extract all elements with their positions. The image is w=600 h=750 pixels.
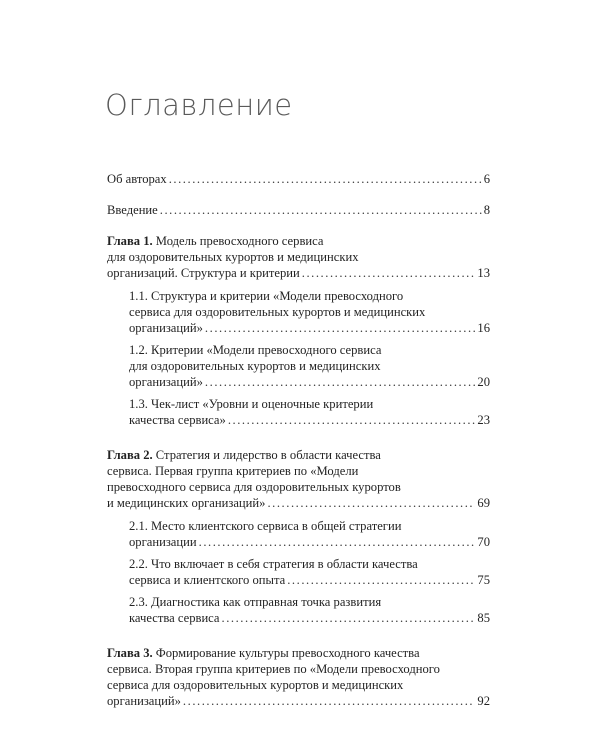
toc-entry-text: для оздоровительных курортов и медицинских [107, 250, 359, 264]
toc-entry-text: качества сервиса» [129, 413, 226, 427]
toc-entry[interactable] [107, 447, 490, 511]
toc-entry-text: 1.1. Структура и критерии «Модели превосходного [129, 289, 404, 303]
toc-entry-text: качества сервиса [129, 611, 220, 625]
toc-entry[interactable] [107, 202, 490, 218]
toc-entry-text: превосходного сервиса для оздоровительных курортов [107, 480, 401, 494]
page-number: 13 [477, 266, 490, 280]
dot-leader [169, 171, 482, 187]
toc-entry-text: сервиса и клиентского опыта [129, 573, 286, 587]
toc-entry-text: Формирование культуры превосходного качества [152, 646, 420, 660]
toc-entry-text: сервиса. Первая группа критериев по «Модели [107, 464, 359, 478]
toc-entry-line [107, 645, 490, 661]
toc-entry-line [129, 304, 490, 320]
toc-entry-line [129, 288, 490, 304]
page-number: 75 [477, 573, 490, 587]
toc-entry-line [129, 572, 490, 588]
dot-leader [199, 534, 476, 550]
toc-entry[interactable] [107, 645, 490, 709]
page-number: 8 [483, 203, 490, 217]
dot-leader [222, 610, 476, 626]
toc-entry-line [107, 202, 490, 218]
toc-entry-text: организаций» [129, 321, 203, 335]
toc-entry-text: 1.2. Критерии «Модели превосходного сервиса [129, 343, 382, 357]
chapter-label: Глава 2. [107, 448, 153, 462]
toc-entry-line [107, 447, 490, 463]
toc-entry-line [107, 693, 490, 709]
page-title: Оглавление [105, 88, 293, 122]
page-number: 70 [477, 535, 490, 549]
page-number: 16 [477, 321, 490, 335]
toc-entry-line [129, 396, 490, 412]
dot-leader [267, 495, 475, 511]
toc-entry-text: организаций. Структура и критерии [107, 266, 300, 280]
dot-leader [205, 320, 475, 336]
toc-entry[interactable] [129, 288, 490, 336]
toc-entry-line [107, 249, 490, 265]
toc-entry-text: организации [129, 535, 197, 549]
dot-leader [160, 202, 482, 218]
toc-entry-text: организаций» [129, 375, 203, 389]
toc-entry-text: Стратегия и лидерство в области качества [152, 448, 381, 462]
toc-entry-line [129, 374, 490, 390]
toc-entry-text: сервиса для оздоровительных курортов и медицинских [107, 678, 404, 692]
toc-entry-text: 2.2. Что включает в себя стратегия в области качества [129, 557, 418, 571]
toc-entry-line [129, 358, 490, 374]
page-number: 92 [477, 694, 490, 708]
page-number: 20 [477, 375, 490, 389]
toc-entry[interactable] [129, 396, 490, 428]
toc-entry-text: для оздоровительных курортов и медицинских [129, 359, 381, 373]
toc-entry-text: сервиса для оздоровительных курортов и медицинских [129, 305, 426, 319]
toc-entry-line [129, 594, 490, 610]
dot-leader [287, 572, 475, 588]
toc-entry[interactable] [107, 171, 490, 187]
dot-leader [183, 693, 475, 709]
page-number: 69 [477, 496, 490, 510]
toc-entry-line [107, 265, 490, 281]
toc-entry-line [107, 677, 490, 693]
toc-entry[interactable] [129, 556, 490, 588]
toc-entry-text: сервиса. Вторая группа критериев по «Модели превосходного [107, 662, 440, 676]
toc-entry[interactable] [107, 233, 490, 281]
toc-entry-line [107, 463, 490, 479]
toc-entry-line [129, 610, 490, 626]
toc-entry-line [129, 556, 490, 572]
table-of-contents [107, 171, 490, 709]
page-number: 85 [477, 611, 490, 625]
toc-entry[interactable] [129, 594, 490, 626]
toc-entry-line [129, 518, 490, 534]
toc-entry-text: организаций» [107, 694, 181, 708]
toc-entry-line [129, 320, 490, 336]
toc-entry-line [107, 479, 490, 495]
dot-leader [302, 265, 476, 281]
toc-entry-text: 2.3. Диагностика как отправная точка развития [129, 595, 382, 609]
toc-entry-line [107, 495, 490, 511]
toc-entry-line [107, 171, 490, 187]
page-number: 23 [477, 413, 490, 427]
toc-entry-text: Об авторах [107, 172, 167, 186]
toc-entry[interactable] [129, 518, 490, 550]
chapter-label: Глава 1. [107, 234, 153, 248]
toc-entry[interactable] [129, 342, 490, 390]
toc-entry-line [129, 534, 490, 550]
dot-leader [205, 374, 475, 390]
toc-entry-text: 2.1. Место клиентского сервиса в общей стратегии [129, 519, 402, 533]
toc-entry-line [107, 233, 490, 249]
toc-entry-line [107, 661, 490, 677]
toc-entry-text: 1.3. Чек-лист «Уровни и оценочные критерии [129, 397, 374, 411]
toc-entry-line [129, 412, 490, 428]
chapter-label: Глава 3. [107, 646, 153, 660]
toc-entry-text: и медицинских организаций» [107, 496, 266, 510]
page-number: 6 [483, 172, 490, 186]
toc-entry-text: Модель превосходного сервиса [152, 234, 324, 248]
dot-leader [228, 412, 476, 428]
toc-entry-line [129, 342, 490, 358]
toc-entry-text: Введение [107, 203, 158, 217]
